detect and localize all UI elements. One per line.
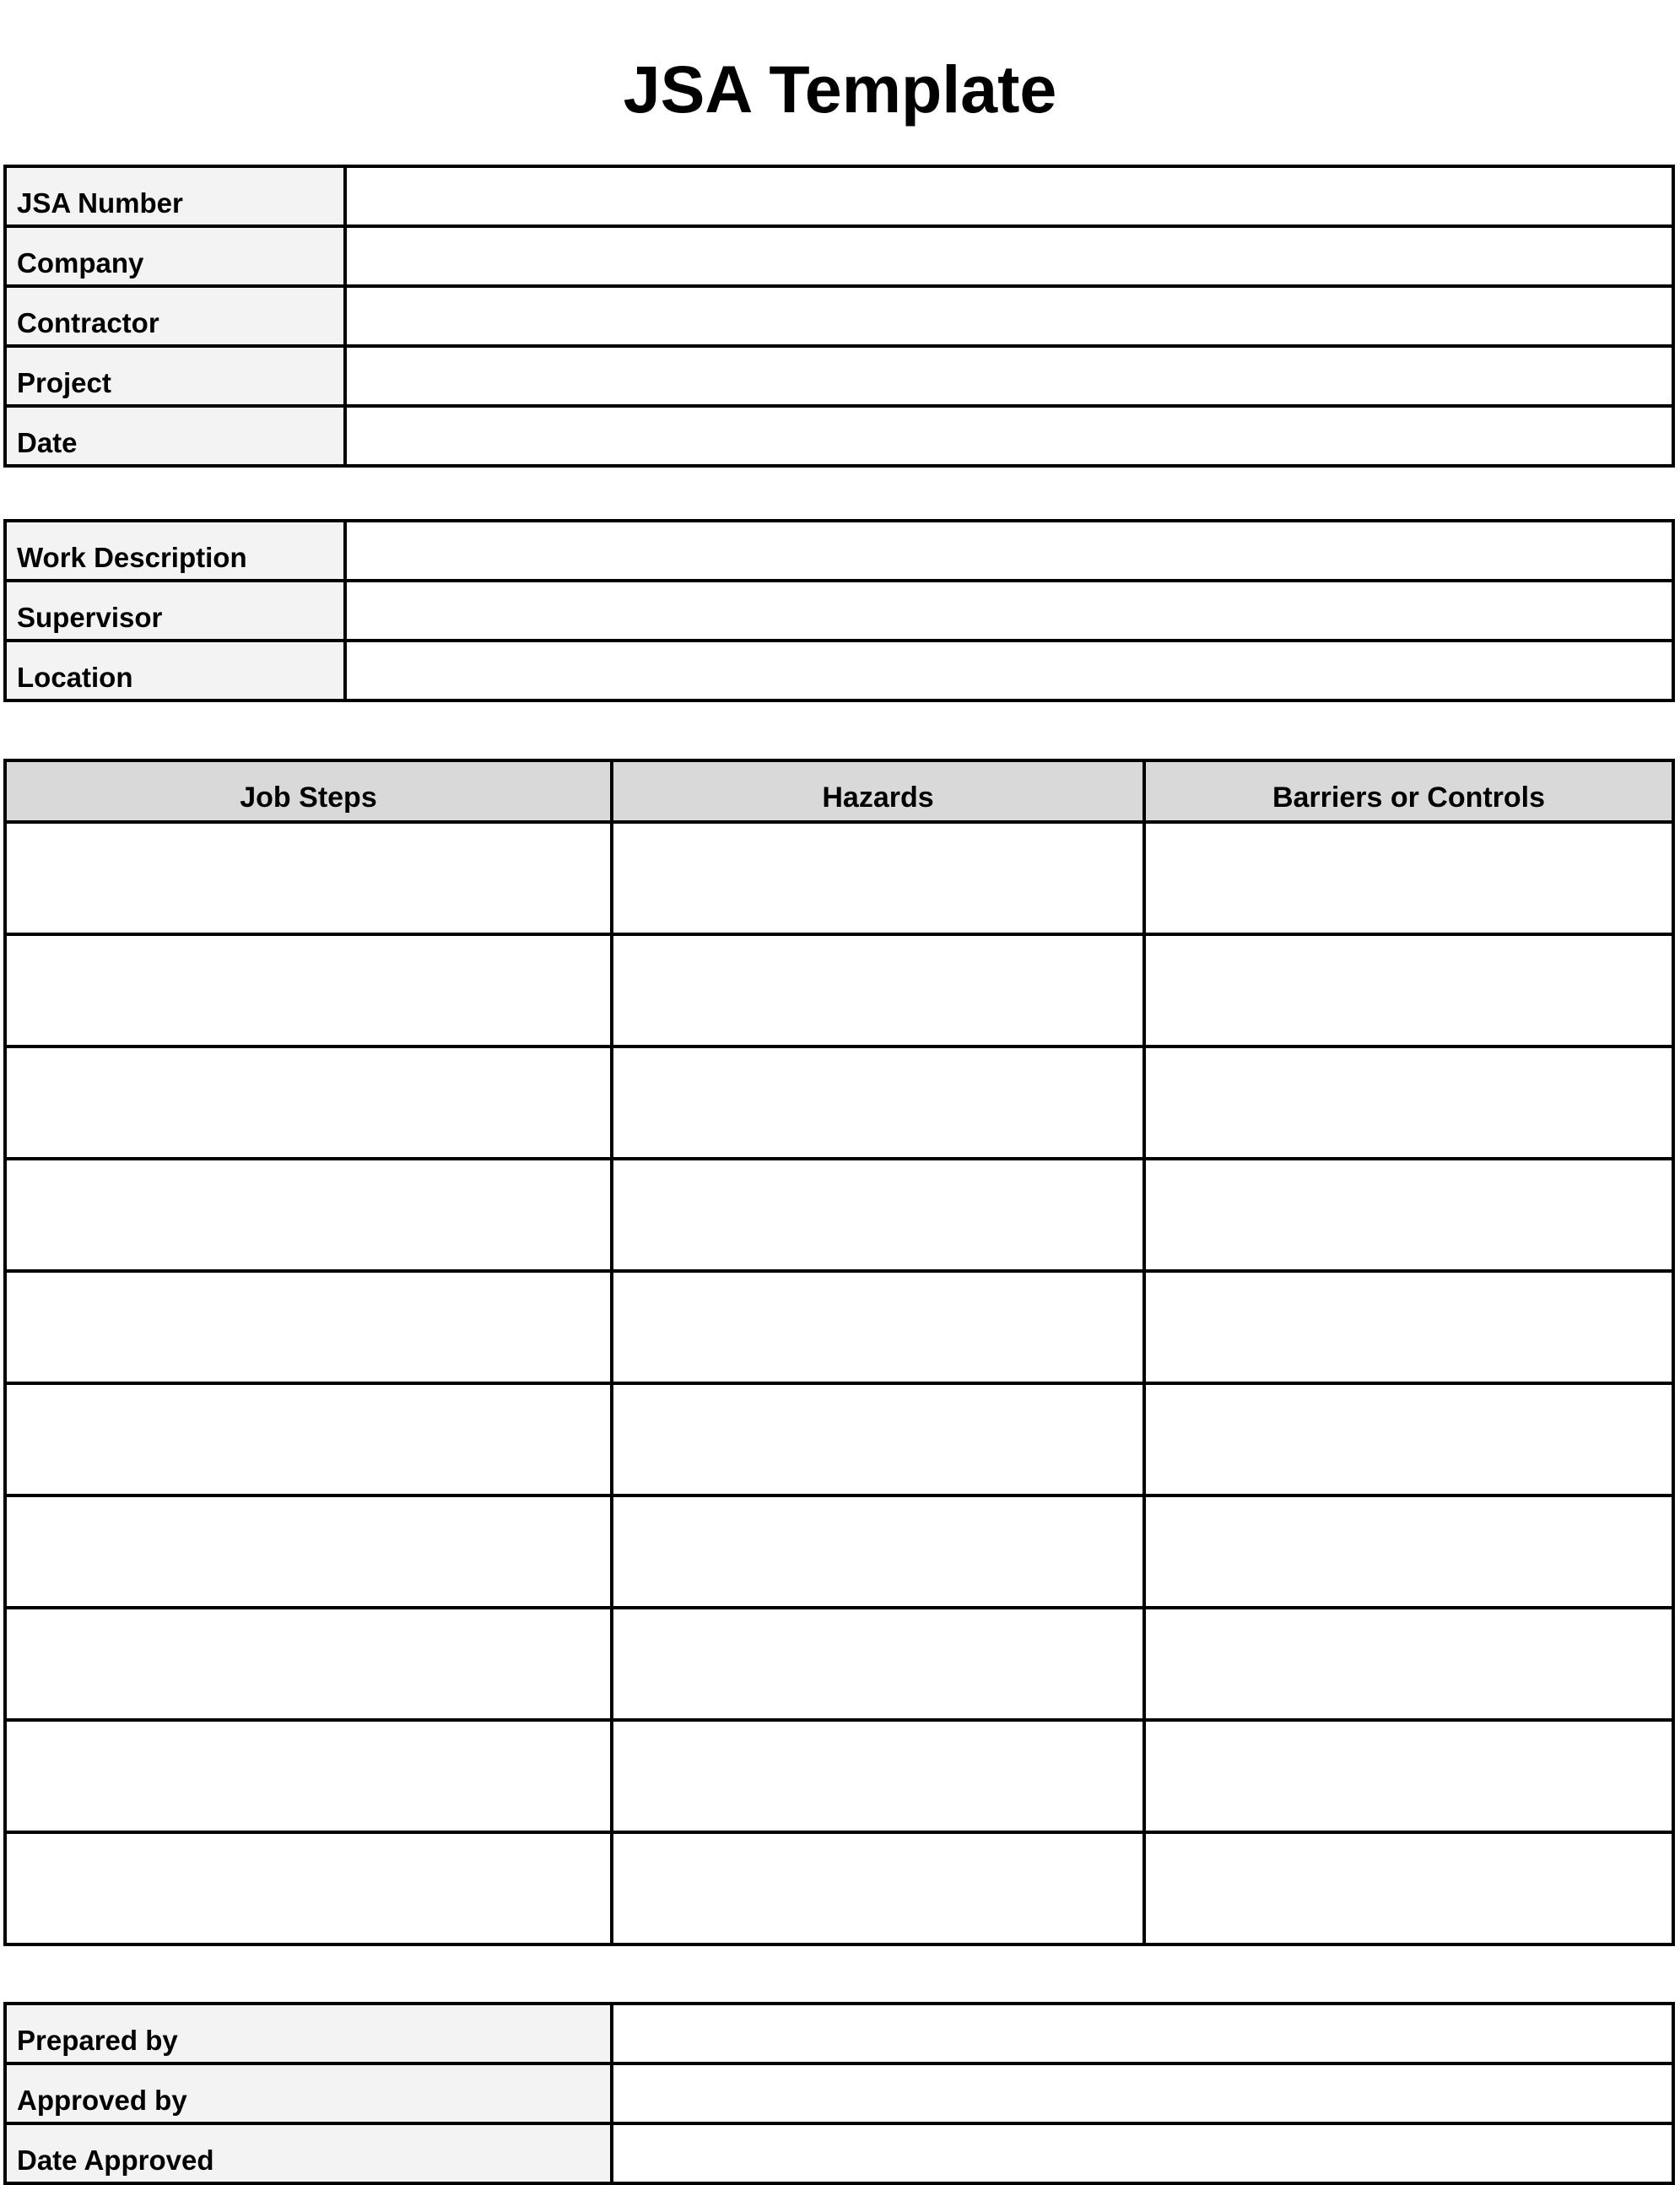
label-contractor: Contractor [5, 286, 345, 346]
table-row [5, 641, 1673, 700]
spacer [0, 129, 1680, 165]
field-location[interactable] [345, 641, 1673, 700]
hazard-cell[interactable] [612, 1720, 1144, 1832]
job-table-row [5, 1720, 1673, 1832]
job-step-cell[interactable] [5, 1159, 612, 1271]
table-row [5, 521, 1673, 581]
field-project[interactable] [345, 346, 1673, 406]
job-step-cell[interactable] [5, 934, 612, 1047]
hazard-cell[interactable] [612, 1047, 1144, 1159]
field-date-approved[interactable] [612, 2123, 1673, 2183]
job-table-row [5, 1495, 1673, 1608]
label-location: Location [5, 641, 345, 700]
signoff-table [3, 2002, 1675, 2185]
table-row [5, 166, 1673, 226]
hazard-cell[interactable] [612, 934, 1144, 1047]
table-row [5, 2063, 1673, 2123]
job-step-cell[interactable] [5, 1608, 612, 1720]
job-table-header-row [5, 760, 1673, 822]
job-table-row [5, 822, 1673, 934]
field-jsa-number[interactable] [345, 166, 1673, 226]
job-step-cell[interactable] [5, 1495, 612, 1608]
table-row [5, 346, 1673, 406]
barrier-cell[interactable] [1144, 1383, 1673, 1495]
field-supervisor[interactable] [345, 581, 1673, 641]
job-step-cell[interactable] [5, 1720, 612, 1832]
barrier-cell[interactable] [1144, 934, 1673, 1047]
barrier-cell[interactable] [1144, 1720, 1673, 1832]
barrier-cell[interactable] [1144, 1159, 1673, 1271]
table-row [5, 406, 1673, 466]
job-step-cell[interactable] [5, 822, 612, 934]
hazard-cell[interactable] [612, 1271, 1144, 1383]
job-table-row [5, 1608, 1673, 1720]
field-prepared-by[interactable] [612, 2004, 1673, 2063]
field-company[interactable] [345, 226, 1673, 286]
spacer [0, 1946, 1680, 2002]
field-contractor[interactable] [345, 286, 1673, 346]
page-title: JSA Template [623, 51, 1057, 127]
table-row [5, 286, 1673, 346]
field-approved-by[interactable] [612, 2063, 1673, 2123]
job-table-row [5, 1271, 1673, 1383]
job-table-row [5, 1047, 1673, 1159]
label-company: Company [5, 226, 345, 286]
hazard-cell[interactable] [612, 1608, 1144, 1720]
label-project: Project [5, 346, 345, 406]
label-supervisor: Supervisor [5, 581, 345, 641]
hazard-cell[interactable] [612, 1832, 1144, 1944]
label-prepared-by: Prepared by [5, 2004, 612, 2063]
barrier-cell[interactable] [1144, 1047, 1673, 1159]
spacer [0, 468, 1680, 519]
hazard-cell[interactable] [612, 822, 1144, 934]
job-table-row [5, 1832, 1673, 1944]
hazard-cell[interactable] [612, 1495, 1144, 1608]
field-date[interactable] [345, 406, 1673, 466]
job-step-cell[interactable] [5, 1383, 612, 1495]
job-table-row [5, 1159, 1673, 1271]
hazard-cell[interactable] [612, 1159, 1144, 1271]
field-work-description[interactable] [345, 521, 1673, 581]
job-steps-table [3, 759, 1675, 1946]
barrier-cell[interactable] [1144, 1271, 1673, 1383]
label-date-approved: Date Approved [5, 2123, 612, 2183]
table-row [5, 2004, 1673, 2063]
label-date: Date [5, 406, 345, 466]
job-step-cell[interactable] [5, 1271, 612, 1383]
job-step-cell[interactable] [5, 1047, 612, 1159]
table-row [5, 581, 1673, 641]
barrier-cell[interactable] [1144, 1832, 1673, 1944]
spacer [0, 702, 1680, 759]
job-table-row [5, 1383, 1673, 1495]
table-row [5, 2123, 1673, 2183]
header-barriers-or-controls: Barriers or Controls [1144, 760, 1673, 822]
work-table [3, 519, 1675, 702]
job-table-row [5, 934, 1673, 1047]
barrier-cell[interactable] [1144, 1495, 1673, 1608]
header-job-steps: Job Steps [5, 760, 612, 822]
barrier-cell[interactable] [1144, 822, 1673, 934]
label-jsa-number: JSA Number [5, 166, 345, 226]
info-table [3, 165, 1675, 468]
barrier-cell[interactable] [1144, 1608, 1673, 1720]
job-step-cell[interactable] [5, 1832, 612, 1944]
label-work-description: Work Description [5, 521, 345, 581]
label-approved-by: Approved by [5, 2063, 612, 2123]
hazard-cell[interactable] [612, 1383, 1144, 1495]
table-row [5, 226, 1673, 286]
header-hazards: Hazards [612, 760, 1144, 822]
